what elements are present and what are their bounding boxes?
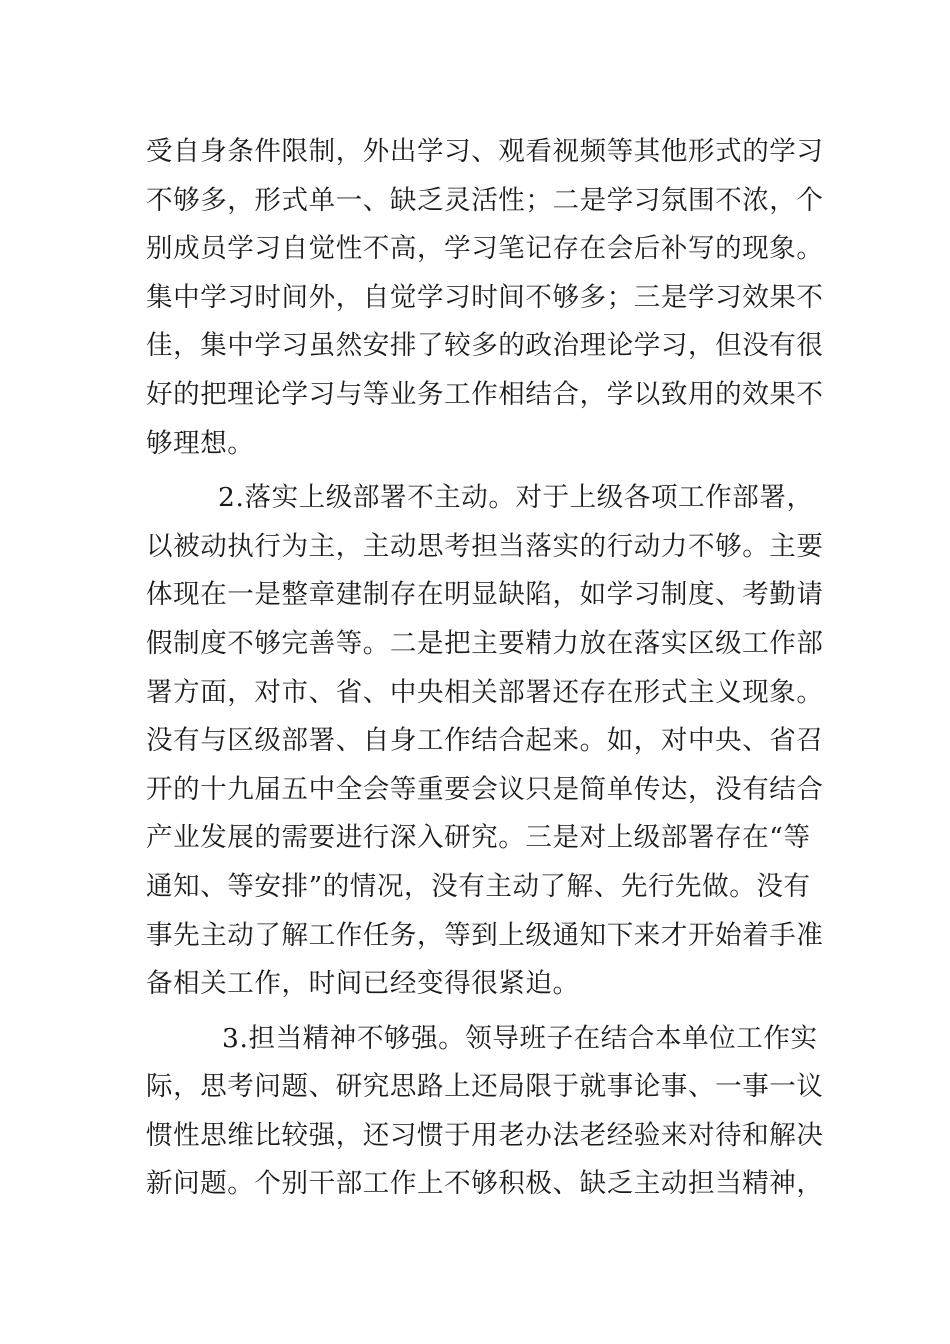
section-heading-line: 2.落实上级部署不主动。对于上级各项工作部署， — [218, 482, 814, 514]
text-line: 通知、等安排”的情况，没有主动了解、先行先做。没有 — [146, 870, 811, 902]
text-line: 署方面，对市、省、中央相关部署还存在形式主义现象。 — [146, 676, 824, 708]
text-line: 事先主动了解工作任务，等到上级通知下来才开始着手准 — [146, 919, 824, 951]
section-heading-line: 3.担当精神不够强。领导班子在结合本单位工作实 — [222, 1022, 818, 1054]
text-line: 别成员学习自觉性不高，学习笔记存在会后补写的现象。 — [146, 233, 824, 265]
text-line: 集中学习时间外，自觉学习时间不够多；三是学习效果不 — [146, 281, 824, 313]
paragraph-3 — [146, 1015, 824, 1209]
text-line: 备相关工作，时间已经变得很紧迫。 — [146, 968, 580, 1000]
text-line: 以被动执行为主，主动思考担当落实的行动力不够。主要 — [146, 530, 824, 562]
text-line: 开的十九届五中全会等重要会议只是简单传达，没有结合 — [146, 773, 824, 805]
text-line: 产业发展的需要进行深入研究。三是对上级部署存在“等 — [146, 822, 811, 854]
text-line: 没有与区级部署、自身工作结合起来。如，对中央、省召 — [146, 725, 824, 757]
text-line: 受自身条件限制，外出学习、观看视频等其他形式的学习 — [146, 136, 824, 167]
paragraph-1 — [146, 128, 824, 468]
text-line: 不够多，形式单一、缺乏灵活性；二是学习氛围不浓，个 — [146, 184, 824, 216]
text-line: 惯性思维比较强，还习惯于用老办法老经验来对待和解决 — [146, 1119, 824, 1151]
text-line: 际，思考问题、研究思路上还局限于就事论事、一事一议 — [146, 1071, 824, 1103]
text-line: 够理想。 — [146, 427, 255, 459]
body-text — [146, 128, 824, 1209]
text-line: 假制度不够完善等。二是把主要精力放在落实区级工作部 — [146, 627, 824, 659]
text-line: 新问题。个别干部工作上不够积极、缺乏主动担当精神， — [146, 1168, 824, 1200]
text-line: 好的把理论学习与等业务工作相结合，学以致用的效果不 — [146, 378, 824, 410]
text-line: 佳，集中学习虽然安排了较多的政治理论学习，但没有很 — [146, 330, 824, 362]
paragraph-2 — [146, 474, 824, 1009]
text-line: 体现在一是整章建制存在明显缺陷，如学习制度、考勤请 — [146, 579, 824, 611]
